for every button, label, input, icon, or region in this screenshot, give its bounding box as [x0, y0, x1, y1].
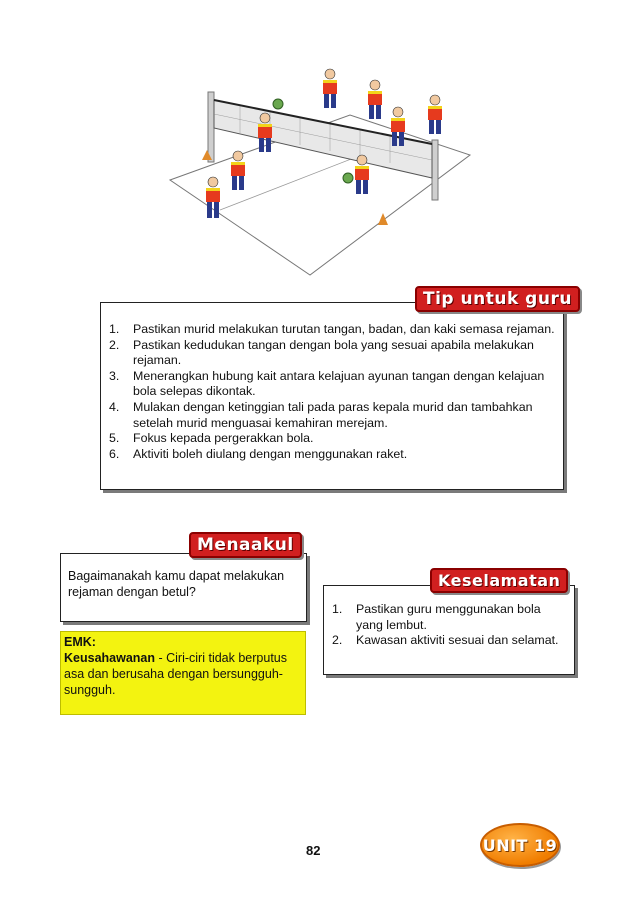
- list-item: 5. Fokus kepada pergerakkan bola.: [109, 431, 314, 446]
- volleyball-drill-illustration: [140, 60, 480, 285]
- keselamatan-list: [332, 602, 570, 649]
- unit-badge-label: UNIT 19: [482, 835, 558, 855]
- menaakul-box: [60, 553, 307, 622]
- list-item: 4. Mulakan dengan ketinggian tali pada paras kepala murid dan tambahkan setelah murid menguasai kemahiran merejam.: [109, 399, 533, 430]
- list-item: 3. Menerangkan hubung kait antara kelajuan ayunan tangan dengan kelajuan bola selepas dikontak.: [109, 368, 545, 399]
- list-item: 2. Kawasan aktiviti sesuai dan selamat.: [332, 633, 559, 648]
- emk-definition: - Ciri-ciri tidak berputus asa dan berusaha dengan bersungguh-sungguh.: [64, 651, 287, 697]
- list-item: 6. Aktiviti boleh diulang dengan menggunakan raket.: [109, 446, 408, 461]
- list-item: 1. Pastikan guru menggunakan bola yang lembut.: [332, 602, 541, 632]
- tip-list: [109, 322, 557, 462]
- emk-body: [64, 650, 302, 698]
- menaakul-question: Bagaimanakah kamu dapat melakukan rejaman dengan betul?: [68, 569, 285, 599]
- page-number: 82: [306, 843, 321, 858]
- menaakul-title-tag: Menaakul: [189, 532, 302, 558]
- tip-title-tag: Tip untuk guru: [415, 286, 580, 312]
- list-item: 1. Pastikan murid melakukan turutan tangan, badan, dan kaki semasa rejaman.: [109, 322, 555, 336]
- emk-title: EMK:: [64, 635, 96, 649]
- emk-box: [60, 631, 306, 715]
- keselamatan-title-tag: Keselamatan: [430, 568, 568, 593]
- list-item: 2. Pastikan kedudukan tangan dengan bola yang sesuai apabila melakukan rejaman.: [109, 337, 534, 368]
- emk-term: Keusahawanan: [64, 651, 156, 665]
- unit-badge: [480, 823, 560, 867]
- tip-box: [100, 302, 564, 490]
- keselamatan-box: [323, 585, 575, 675]
